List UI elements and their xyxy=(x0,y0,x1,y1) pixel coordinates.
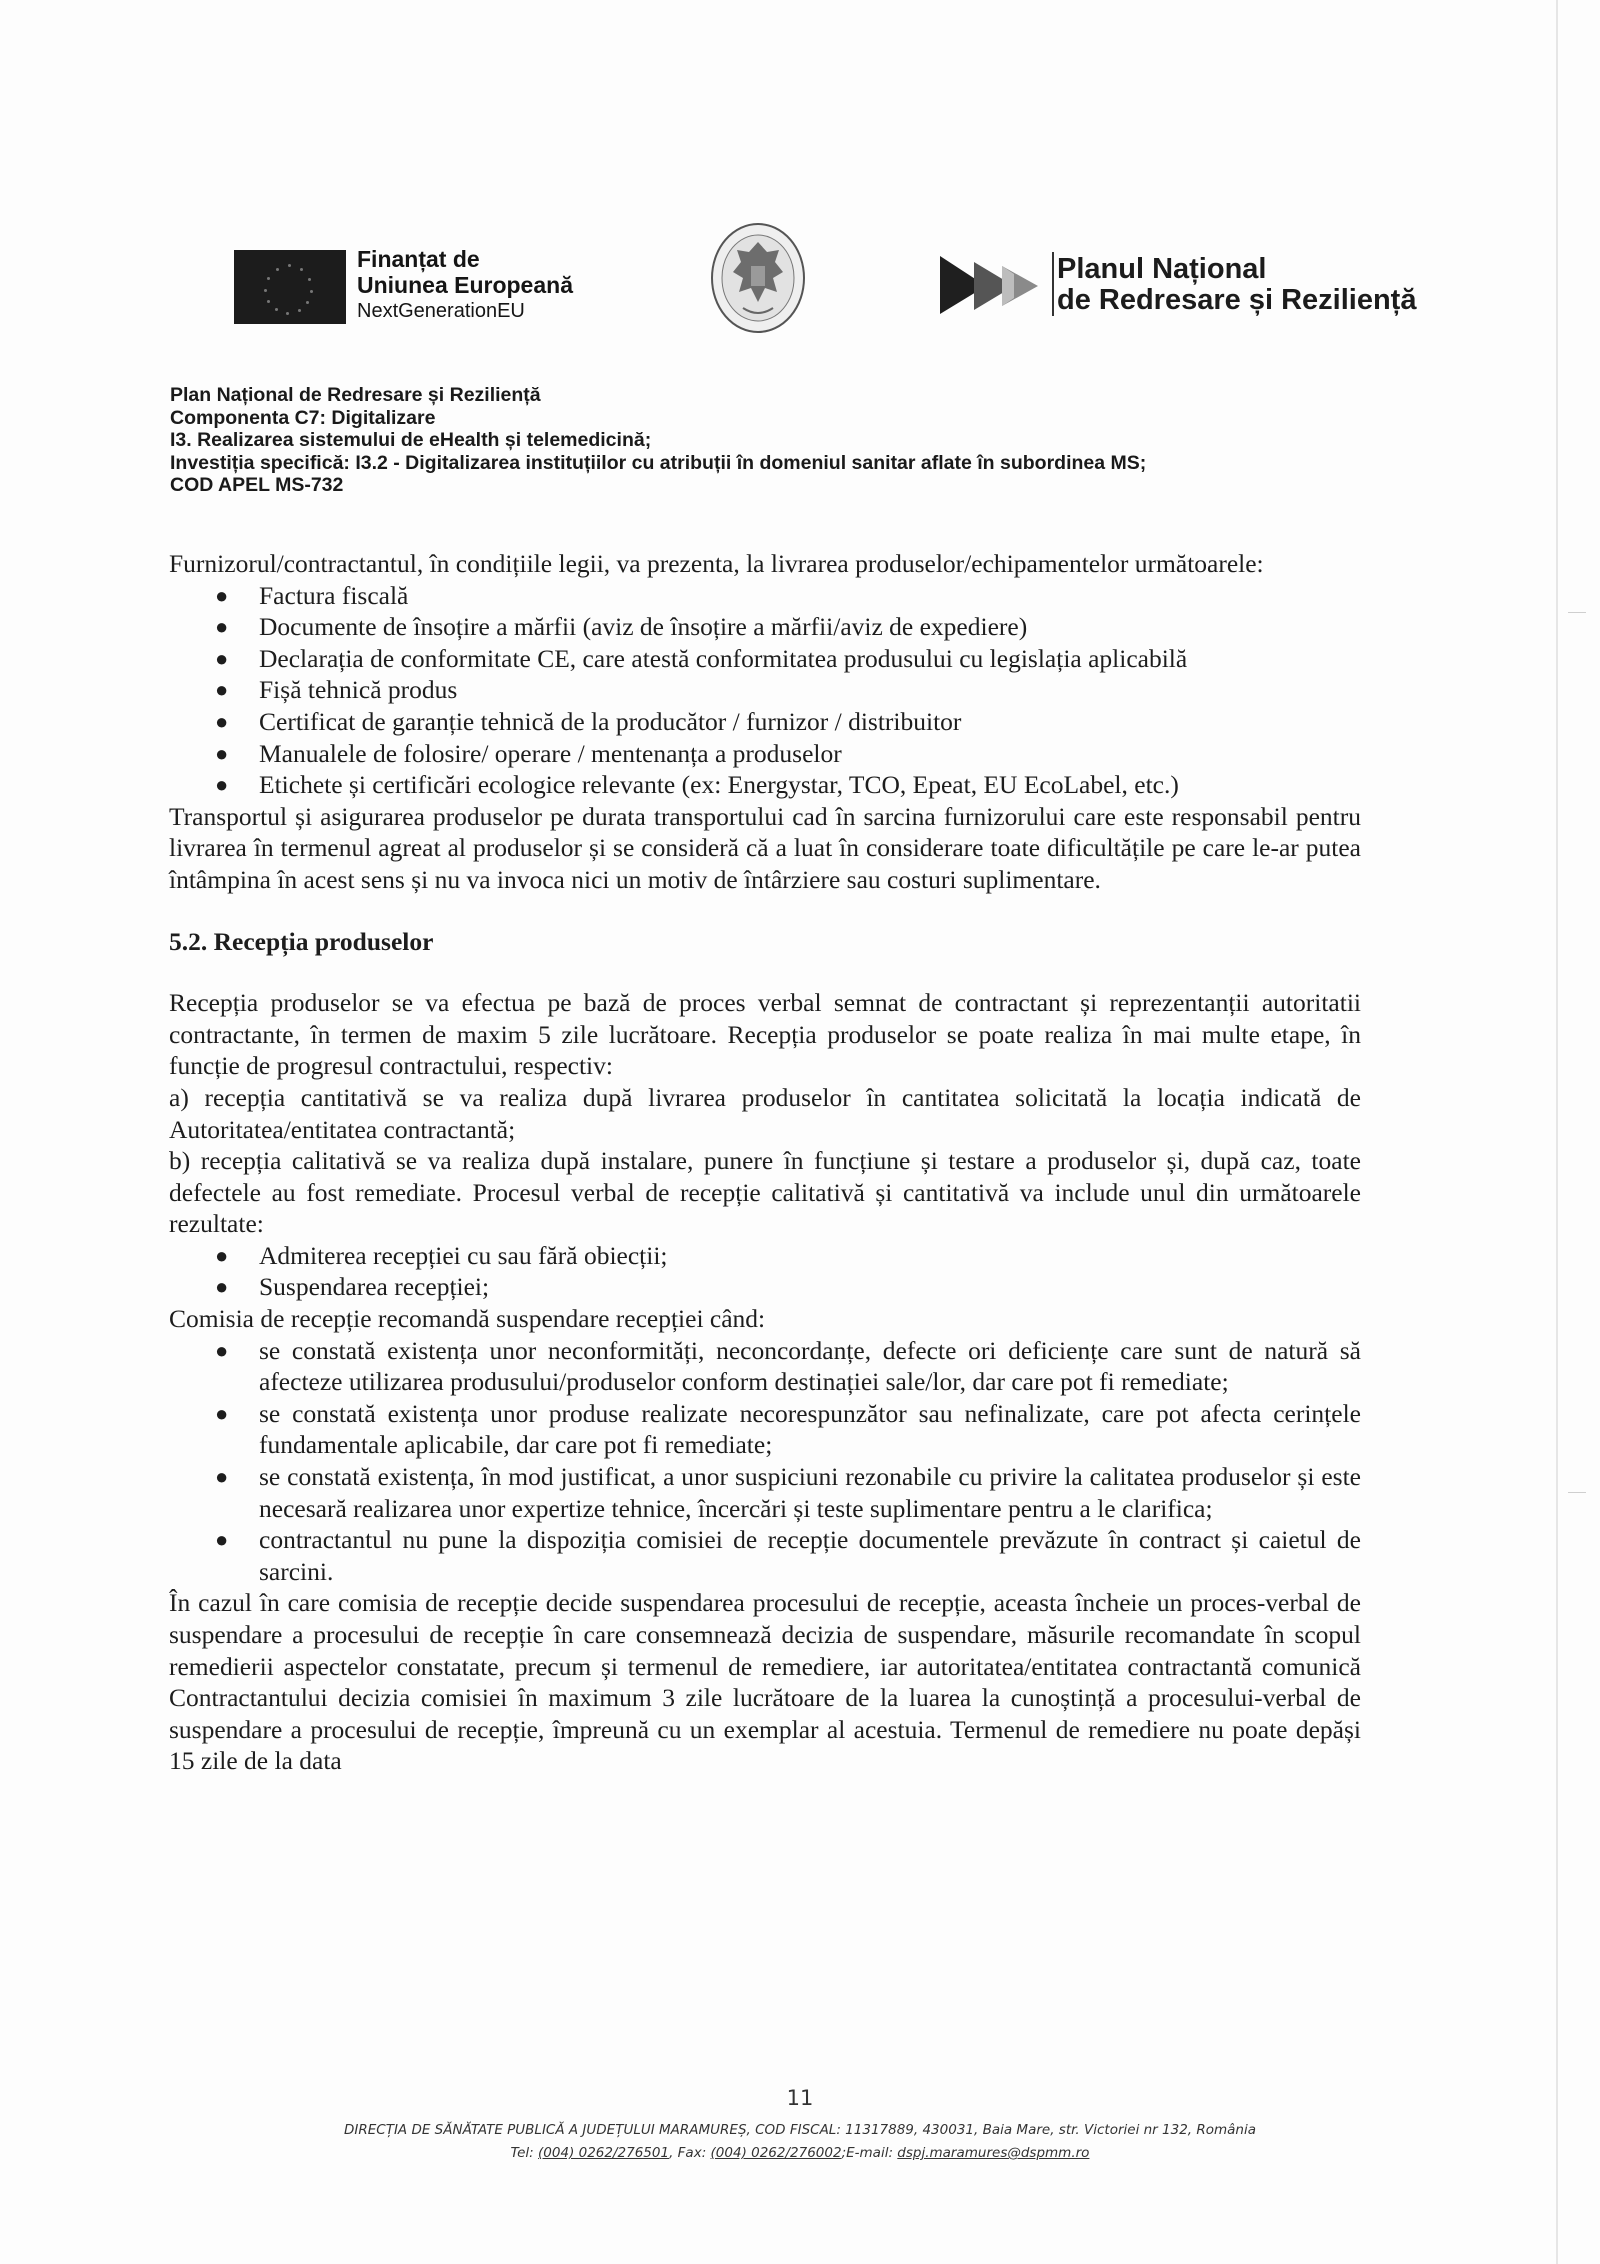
project-line-1: Plan Național de Redresare și Reziliență xyxy=(170,384,541,406)
bullet-icon: ● xyxy=(215,582,229,608)
list-item: ● Admiterea recepției cu sau fără obiecții; xyxy=(215,1240,668,1270)
closing-paragraph: În cazul în care comisia de recepție decide suspendarea procesului de recepție, aceasta încheie un proces-verbal de suspendare a procesului de recepție în care consemnează decizia de suspendare, măsurile recomandate în scopul remedierii aspectelor constatate, precum și termenul de remediere, iar autoritatea/entitatea contractantă comunică Contractantului decizia comisiei în maximum 3 zile lucrătoare de la luarea la cunoștință a procesului-verbal de suspendare a procesului de recepție, împreună cu un exemplar al acestuia. Termenul de remediere nu poate depăși 15 zile de la data xyxy=(169,1588,1361,1776)
list-item: ● Fișă tehnică produs xyxy=(215,675,458,705)
section-title: 5.2. Recepția produselor xyxy=(169,926,434,956)
conditions-list xyxy=(169,1335,1361,1588)
footer-contact xyxy=(0,2145,1600,2161)
list-item: ● Etichete și certificări ecologice relevante (ex: Energystar, TCO, Epeat, EU EcoLabel, etc.) xyxy=(215,770,1179,800)
project-header xyxy=(170,384,1146,497)
documents-list xyxy=(169,580,1361,801)
footer-tel-label: Tel: xyxy=(510,2145,539,2161)
list-item: ● se constată existența unor produse realizate necorespunzător sau nefinalizate, care pot afecta cerințele fundamentale aplicabile, dar care pot fi remediate; xyxy=(215,1398,1361,1460)
page-number: 11 xyxy=(786,2086,814,2110)
eu-logo-line2: Uniunea Europeană xyxy=(357,272,573,298)
bullet-icon: ● xyxy=(215,645,229,671)
footer-email-link[interactable]: dspj.maramures@dspmm.ro xyxy=(897,2145,1090,2161)
list-item: ● Declarația de conformitate CE, care atestă conformitatea produsului cu legislația aplicabilă xyxy=(215,643,1188,673)
project-line-2: Componenta C7: Digitalizare xyxy=(170,406,436,429)
pnrr-separator xyxy=(1052,252,1054,316)
scan-edge-line xyxy=(1556,0,1558,2264)
footer-fax-label: , Fax: xyxy=(669,2145,711,2161)
bullet-icon: ● xyxy=(215,1400,229,1426)
list-item: ● Certificat de garanție tehnică de la producător / furnizor / distribuitor xyxy=(215,706,962,736)
scan-mark xyxy=(1568,1492,1586,1493)
project-line-3: I3. Realizarea sistemului de eHealth și telemedicină; xyxy=(170,429,652,451)
results-list xyxy=(169,1240,1361,1303)
bullet-icon: ● xyxy=(215,1464,229,1490)
project-line-5: COD APEL MS-732 xyxy=(170,474,344,496)
list-item: ● contractantul nu pune la dispoziția comisiei de recepție documentele prevăzute în contract și caietul de sarcini. xyxy=(215,1525,1361,1586)
bullet-icon: ● xyxy=(215,740,229,766)
scan-mark xyxy=(1568,612,1586,613)
eu-logo-line1: Finanțat de xyxy=(357,246,480,272)
bullet-icon: ● xyxy=(215,1274,229,1300)
footer-fax-link[interactable]: (004) 0262/276002 xyxy=(710,2145,842,2161)
list-item: ● se constată existența unor neconformități, neconcordanțe, defecte ori deficiențe care sunt de natură să afecteze utilizarea produsului/produselor conform destinației sale/lor, dar care pot fi remediate; xyxy=(215,1335,1361,1397)
list-item: ● Documente de însoțire a mărfii (aviz de însoțire a mărfii/aviz de expediere) xyxy=(215,612,1028,642)
list-item: ● se constată existența, în mod justificat, a unor suspiciuni rezonabile cu privire la calitatea produselor și este necesară realizarea unor expertize tehnice, încercări și teste suplimentare pentru a le clarifica; xyxy=(215,1462,1361,1523)
list-item: ● Suspendarea recepției; xyxy=(215,1272,490,1302)
bullet-icon: ● xyxy=(215,614,229,640)
pnrr-arrow-logo xyxy=(940,248,1048,322)
reception-paragraph: Recepția produselor se va efectua pe bază de proces verbal semnat de contractant și reprezentanții autoritatii contractante, în termen de maxim 5 zile lucrătoare. Recepția produselor se poate realiza în mai multe etape, în funcție de progresul contractului, respectiv: xyxy=(169,988,1361,1081)
list-item: ● Manualele de folosire/ operare / mentenanța a produselor xyxy=(215,738,842,768)
bullet-icon: ● xyxy=(215,677,229,703)
pnrr-logo-line2: de Redresare și Reziliență xyxy=(1057,284,1417,316)
footer-tel-link[interactable]: (004) 0262/276501 xyxy=(538,2145,670,2161)
pnrr-logo-line1: Planul Național xyxy=(1057,253,1267,285)
bullet-icon: ● xyxy=(215,708,229,734)
intro-paragraph: Furnizorul/contractantul, în condițiile legii, va prezenta, la livrarea produselor/echipamentelor următoarele: xyxy=(169,549,1264,578)
point-a-paragraph: a) recepția cantitativă se va realiza după livrarea produselor în cantitatea solicitată la locația indicată de Autoritatea/entitatea contractantă; xyxy=(169,1082,1361,1144)
pnrr-logo-text xyxy=(1057,254,1416,316)
commission-paragraph: Comisia de recepție recomandă suspendare recepției când: xyxy=(169,1304,766,1334)
bullet-icon: ● xyxy=(215,1337,229,1363)
list-item: ● Factura fiscală xyxy=(215,580,409,610)
eu-logo-line3: NextGenerationEU xyxy=(357,300,525,322)
eu-flag-logo xyxy=(234,250,346,324)
document-body xyxy=(169,548,1361,1777)
government-seal-logo xyxy=(709,222,807,334)
project-line-4: Investiția specifică: I3.2 - Digitalizarea instituțiilor cu atribuții în domeniul sanitar aflate în subordinea MS; xyxy=(170,451,1147,474)
footer-email-label: ;E-mail: xyxy=(841,2145,898,2161)
eu-logo-text xyxy=(357,246,573,324)
transport-paragraph: Transportul și asigurarea produselor pe durata transportului cad în sarcina furnizorului care este responsabil pentru livrarea în termenul agreat al produselor și se consideră că a luat în considerare toate dificultățile pe care le-ar putea întâmpina în acest sens și nu va invoca nici un motiv de întârziere sau costuri suplimentare. xyxy=(169,801,1361,894)
bullet-icon: ● xyxy=(215,1242,229,1268)
bullet-icon: ● xyxy=(215,1527,229,1553)
point-b-paragraph: b) recepția calitativă se va realiza după instalare, punere în funcțiune și testare a produselor și, după caz, toate defectele au fost remediate. Procesul verbal de recepție calitativă și cantitativă va include unul din următoarele rezultate: xyxy=(169,1146,1361,1239)
footer-address: DIRECȚIA DE SĂNĂTATE PUBLICĂ A JUDEȚULUI MARAMUREȘ, COD FISCAL: 11317889, 430031, Baia Mare, str. Victoriei nr 132, România xyxy=(343,2122,1257,2138)
bullet-icon: ● xyxy=(215,772,229,798)
